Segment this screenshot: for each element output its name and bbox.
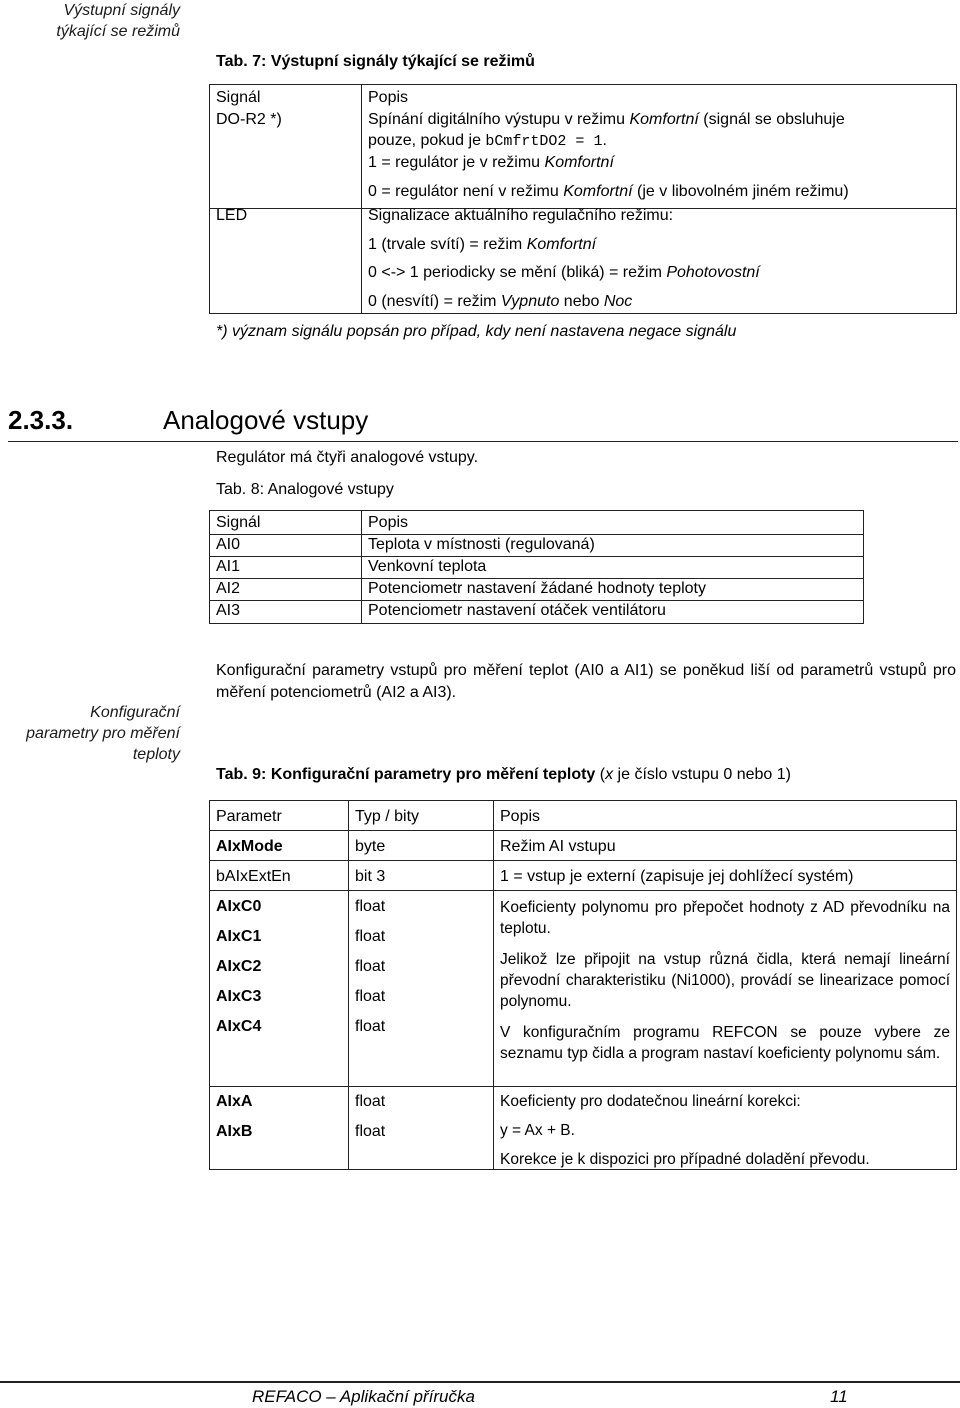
param-cell: bAIxExtEn	[216, 868, 291, 885]
text: Tab. 9: Konfigurační parametry pro měření teploty	[216, 766, 596, 783]
tab7-table	[209, 84, 957, 314]
sidebar-line: Konfigurační	[90, 704, 180, 721]
desc-line	[368, 292, 632, 312]
text: Komfortní	[629, 111, 699, 128]
tab9-table	[209, 800, 957, 1170]
text: .	[602, 132, 607, 149]
desc-paragraph: Koeficienty polynomu pro přepočet hodnoty z AD převodníku na teplotu.	[500, 899, 950, 937]
param-cell: AIxA	[216, 1093, 253, 1110]
tab9-caption	[216, 765, 791, 785]
type-cell: float	[355, 1123, 386, 1140]
desc-paragraph: Jelikož lze připojit na vstup různá čidla, která nemají lineární převodní charakteristiku (Ni1000), provádí se linearizace pomocí polynomu.	[500, 951, 950, 1010]
text: nebo	[559, 293, 604, 310]
param-cell: AIxC4	[216, 1018, 262, 1035]
sidebar-note-output-signals	[20, 0, 180, 42]
param-cell: AIxC2	[216, 958, 262, 975]
type-cell: float	[355, 1093, 386, 1110]
row-divider	[210, 556, 863, 557]
desc-line	[368, 131, 607, 152]
desc-line	[368, 235, 596, 255]
text: (signál se obsluhuje	[698, 111, 845, 128]
header-param: Parametr	[216, 808, 282, 825]
row-divider	[210, 890, 956, 891]
desc-paragraph: y = Ax + B.	[500, 1122, 575, 1139]
desc-cell: Potenciometr nastavení otáček ventilátoru	[368, 602, 666, 619]
sidebar-note-config	[0, 702, 180, 765]
type-cell: float	[355, 1018, 386, 1035]
column-divider	[493, 801, 494, 1169]
desc-cell: 1 = vstup je externí (zapisuje jej dohlížecí systém)	[500, 868, 854, 885]
footer-title: REFACO – Aplikační příručka	[252, 1387, 475, 1406]
param-cell: AIxMode	[216, 838, 283, 855]
text: 0 <-> 1 periodicky se mění (bliká) = režim	[368, 264, 667, 281]
section-intro: Regulátor má čtyři analogové vstupy.	[216, 449, 479, 466]
type-cell: float	[355, 958, 386, 975]
param-cell: AIxC1	[216, 928, 262, 945]
signal-cell: AI2	[216, 580, 241, 597]
section-title: Analogové vstupy	[163, 405, 369, 435]
section-heading	[8, 404, 958, 442]
tab7-caption: Tab. 7: Výstupní signály týkající se režimů	[216, 53, 535, 70]
type-cell: float	[355, 988, 386, 1005]
type-cell: byte	[355, 838, 386, 855]
tab8-table	[209, 510, 864, 624]
type-cell: bit 3	[355, 868, 386, 885]
header-desc: Popis	[368, 89, 409, 106]
desc-cell: Venkovní teplota	[368, 558, 487, 575]
text: x	[605, 766, 614, 783]
header-signal: Signál	[216, 89, 261, 106]
text: Komfortní	[544, 154, 614, 171]
param-cell: AIxC3	[216, 988, 262, 1005]
param-cell: AIxB	[216, 1123, 253, 1140]
text: Pohotovostní	[666, 264, 760, 281]
header-signal: Signál	[216, 514, 261, 531]
desc-line: Signalizace aktuálního regulačního režimu:	[368, 207, 674, 224]
signal-cell: AI0	[216, 536, 241, 553]
text: pouze, pokud je	[368, 132, 486, 149]
type-cell: float	[355, 928, 386, 945]
column-divider	[348, 801, 349, 1169]
header-desc: Popis	[368, 514, 409, 531]
desc-cell: Potenciometr nastavení žádané hodnoty teploty	[368, 580, 706, 597]
signal-cell: AI3	[216, 602, 241, 619]
param-cell: AIxC0	[216, 898, 262, 915]
desc-cell: Režim AI vstupu	[500, 838, 616, 855]
signal-do-r2: DO-R2 *)	[216, 111, 282, 128]
coef-desc	[500, 897, 950, 1064]
signal-cell: AI1	[216, 558, 241, 575]
header-type: Typ / bity	[355, 808, 420, 825]
sidebar-line: týkající se režimů	[56, 23, 180, 40]
text: 0 = regulátor není v režimu	[368, 183, 564, 200]
sidebar-line: teploty	[132, 746, 180, 763]
text: (	[595, 766, 606, 783]
tab7-footnote: *) význam signálu popsán pro případ, kdy není nastavena negace signálu	[216, 323, 737, 340]
desc-paragraph: Korekce je k dispozici pro případné doladění převodu.	[500, 1151, 870, 1168]
desc-paragraph: V konfiguračním programu REFCON se pouze vybere ze seznamu typ čidla a program nastaví koeficienty polynomu sám.	[500, 1024, 950, 1062]
sidebar-line: Výstupní signály	[63, 2, 180, 19]
header-desc: Popis	[500, 808, 541, 825]
column-divider	[361, 85, 362, 313]
desc-line	[368, 110, 845, 130]
text: Komfortní	[526, 236, 597, 253]
signal-led: LED	[216, 207, 248, 224]
sidebar-line: parametry pro měření	[26, 725, 180, 742]
section-number: 2.3.3.	[8, 405, 74, 435]
text: Vypnuto	[500, 293, 560, 310]
desc-line	[368, 263, 760, 283]
text: 1 = regulátor je v režimu	[368, 154, 545, 171]
text: je číslo vstupu 0 nebo 1)	[613, 766, 791, 783]
desc-line	[368, 182, 849, 202]
lin-desc	[500, 1092, 950, 1169]
desc-cell: Teplota v místnosti (regulovaná)	[368, 536, 595, 553]
row-divider	[210, 860, 956, 861]
text: 0 (nesvítí) = režim	[368, 293, 501, 310]
text: Komfortní	[563, 183, 633, 200]
row-divider	[210, 1086, 956, 1087]
column-divider	[361, 511, 362, 623]
text: Noc	[603, 293, 633, 310]
desc-line	[368, 153, 614, 173]
desc-paragraph: Koeficienty pro dodatečnou lineární korekci:	[500, 1093, 801, 1110]
text: Spínání digitálního výstupu v režimu	[368, 111, 630, 128]
text: (je v libovolném jiném režimu)	[632, 183, 849, 200]
footer-rule	[0, 1381, 960, 1383]
config-paragraph: Konfigurační parametry vstupů pro měření teplot (AI0 a AI1) se poněkud liší od parametrů vstupů pro měření potenciometrů (AI2 a AI3).	[216, 662, 956, 701]
row-divider	[210, 830, 956, 831]
text: 1 (trvale svítí) = režim	[368, 236, 527, 253]
code: bCmfrtDO2 = 1	[485, 133, 603, 150]
page-number: 11	[830, 1387, 848, 1406]
tab8-caption: Tab. 8: Analogové vstupy	[216, 481, 394, 498]
type-cell: float	[355, 898, 386, 915]
